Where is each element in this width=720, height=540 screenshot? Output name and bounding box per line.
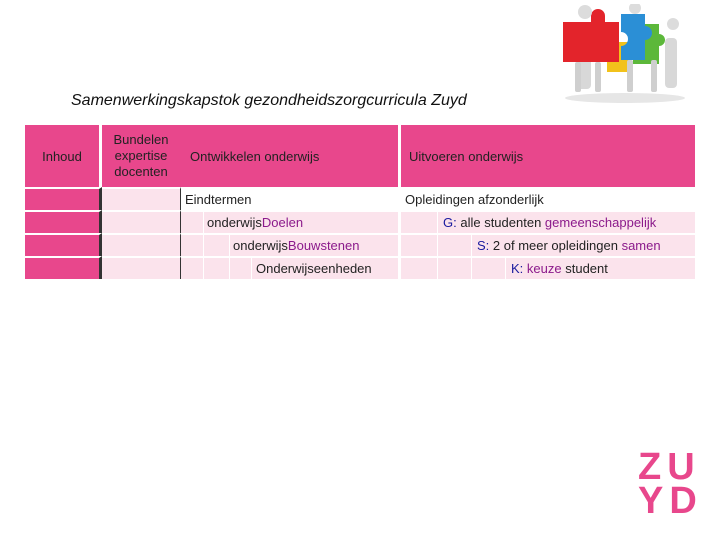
bouwstenen-text: onderwijsBouwstenen <box>233 238 360 253</box>
header-ontwikkelen: Ontwikkelen onderwijs <box>180 125 401 187</box>
gemeenschappelijk-text: G: alle studenten gemeenschappelijk <box>443 215 657 230</box>
ontwikkel-cell <box>180 233 401 256</box>
uitvoer-cell <box>401 210 695 233</box>
inhoud-cell <box>25 256 102 279</box>
uitvoer-cell <box>401 256 695 279</box>
inhoud-cell <box>25 210 102 233</box>
puzzle-pieces-icon <box>555 4 697 104</box>
table-row <box>25 233 695 256</box>
uitvoer-cell <box>401 233 695 256</box>
samen-text: S: 2 of meer opleidingen samen <box>477 238 661 253</box>
table-row <box>25 210 695 233</box>
doelen-text: onderwijsDoelen <box>207 215 304 230</box>
opleidingen-text: Opleidingen afzonderlijk <box>405 192 544 207</box>
inhoud-cell <box>25 233 102 256</box>
ontwikkel-cell <box>180 256 401 279</box>
keuze-text: K: keuze student <box>511 261 608 276</box>
zuyd-logo: ZU YD <box>638 446 703 522</box>
header-inhoud: Inhoud <box>25 125 102 187</box>
header-uitvoeren: Uitvoeren onderwijs <box>401 125 695 187</box>
eindtermen-text: Eindtermen <box>185 192 252 207</box>
table-header-row <box>25 125 695 187</box>
bundel-cell <box>102 233 180 256</box>
table-row <box>25 187 695 210</box>
ontwikkel-cell <box>180 187 401 210</box>
table-row <box>25 256 695 279</box>
bundel-cell <box>102 210 180 233</box>
onderwijseenheden-text: Onderwijseenheden <box>256 261 372 276</box>
bundel-cell <box>102 256 180 279</box>
bundel-cell <box>102 187 180 210</box>
header-bundelen: Bundelen expertise docenten <box>102 125 180 187</box>
inhoud-cell <box>25 187 102 210</box>
page-title: Samenwerkingskapstok gezondheidszorgcurricula Zuyd <box>71 92 467 109</box>
ontwikkel-cell <box>180 210 401 233</box>
uitvoer-cell <box>401 187 695 210</box>
kapstok-table <box>25 125 695 279</box>
